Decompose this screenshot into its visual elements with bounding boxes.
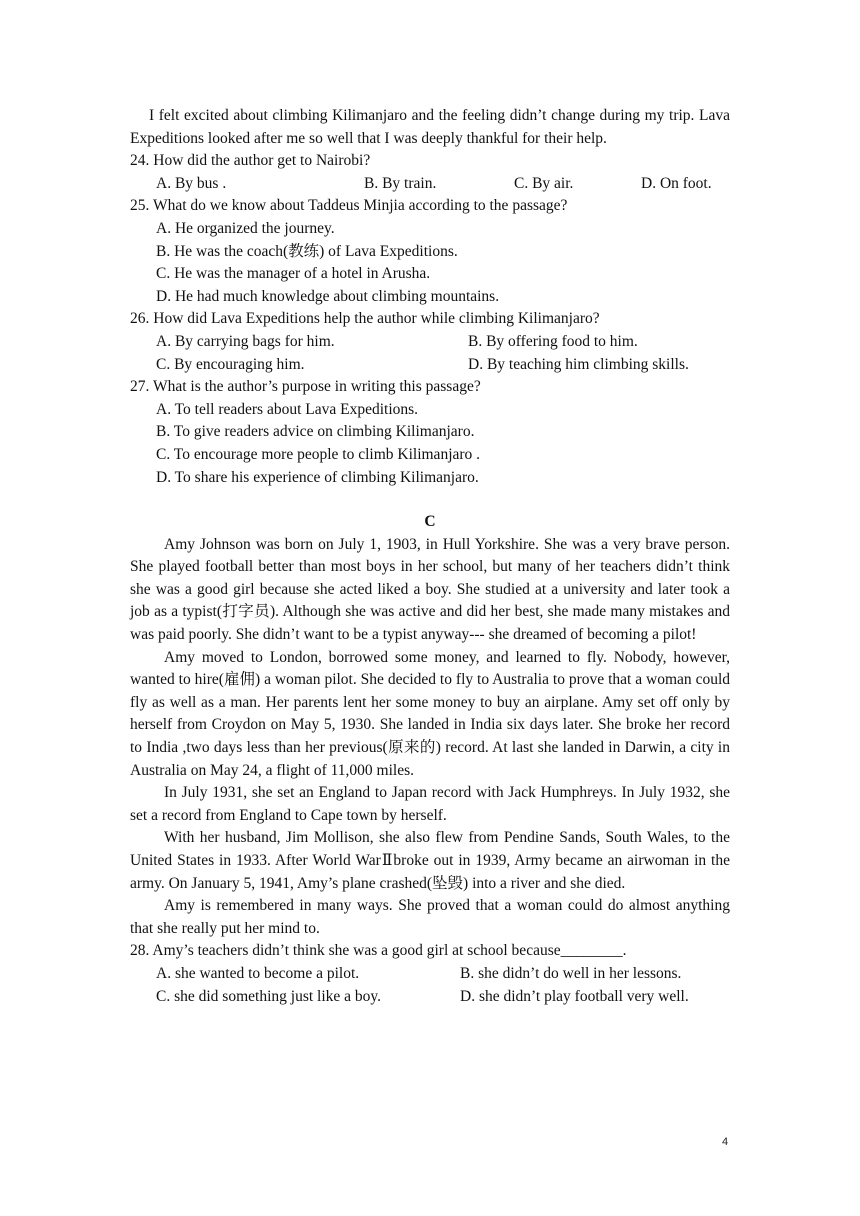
option-a: A. she wanted to become a pilot. — [156, 964, 360, 982]
option-b: B. To give readers advice on climbing Kilimanjaro. — [156, 423, 475, 441]
option-a: A. To tell readers about Lava Expeditions. — [156, 400, 419, 418]
option-c: C. By air. — [514, 174, 574, 192]
question-27 — [130, 376, 730, 489]
question-26 — [130, 308, 730, 376]
passage-paragraph: With her husband, Jim Mollison, she also flew from Pendine Sands, South Wales, to the United States in 1933. After World WarⅡbroke out in 1939, Army became an airwoman in the army. On January 5, 1941, Amy’s plane crashed(坠毁) into a river and she died. — [130, 829, 730, 892]
option-a: A. He organized the journey. — [156, 219, 335, 237]
option-b: B. He was the coach(教练) of Lava Expeditions. — [156, 242, 458, 260]
passage-paragraph: Amy Johnson was born on July 1, 1903, in Hull Yorkshire. She was a very brave person. She played football better than most boys in her school, but many of her teachers didn’t think she was a good girl because she acted liked a boy. She studied at a university and later took a job as a typist(打字员). Although she was active and did her best, she made many mistakes and was paid poorly. She didn’t want to be a typist anyway--- she dreamed of becoming a pilot! — [130, 535, 730, 644]
option-d: D. He had much knowledge about climbing mountains. — [156, 287, 500, 305]
passage-paragraph: Amy moved to London, borrowed some money, and learned to fly. Nobody, however, wanted to hire(雇佣) a woman pilot. She decided to fly to Australia to prove that a woman could fly as well as a man. Her parents lent her some money to buy an airplane. Amy set off only by herself from Croydon on May 5, 1930. She landed in India six days later. She broke her record to India ,two days less than her previous(原来的) record. At last she landed in Darwin, a city in Australia on May 24, a flight of 11,000 miles. — [130, 648, 730, 779]
option-c: C. He was the manager of a hotel in Arusha. — [156, 265, 431, 283]
options-row — [130, 331, 730, 354]
question-text: 24. How did the author get to Nairobi? — [130, 152, 371, 170]
option-b: B. By train. — [364, 174, 437, 192]
options-row — [130, 354, 730, 377]
option-b: B. By offering food to him. — [468, 332, 638, 350]
option-d: D. she didn’t play football very well. — [460, 987, 689, 1005]
page-number: 4 — [722, 1136, 729, 1148]
option-c: C. To encourage more people to climb Kilimanjaro . — [156, 445, 481, 463]
question-24 — [130, 150, 730, 195]
question-text: 26. How did Lava Expeditions help the author while climbing Kilimanjaro? — [130, 310, 600, 328]
option-d: D. On foot. — [641, 174, 712, 192]
option-c: C. she did something just like a boy. — [156, 987, 382, 1005]
options-row — [130, 986, 730, 1009]
intro-paragraph: I felt excited about climbing Kilimanjaro and the feeling didn’t change during my trip. Lava Expeditions looked after me so well that I was deeply thankful for their help. — [130, 107, 730, 147]
options-row — [130, 963, 730, 986]
option-a: A. By bus . — [156, 174, 227, 192]
option-c: C. By encouraging him. — [156, 355, 305, 373]
question-25 — [130, 195, 730, 308]
section-heading: C — [424, 513, 436, 531]
question-28 — [130, 940, 730, 1008]
content-column — [130, 105, 730, 1008]
passage-paragraph: In July 1931, she set an England to Japan record with Jack Humphreys. In July 1932, she set a record from England to Cape town by herself. — [130, 784, 730, 824]
question-text: 28. Amy’s teachers didn’t think she was a good girl at school because________. — [130, 942, 627, 960]
option-d: D. By teaching him climbing skills. — [468, 355, 689, 373]
question-text: 27. What is the author’s purpose in writing this passage? — [130, 378, 481, 396]
option-a: A. By carrying bags for him. — [156, 332, 335, 350]
passage-paragraph: Amy is remembered in many ways. She proved that a woman could do almost anything that she really put her mind to. — [130, 897, 730, 937]
option-b: B. she didn’t do well in her lessons. — [460, 964, 682, 982]
question-text: 25. What do we know about Taddeus Minjia according to the passage? — [130, 197, 568, 215]
options-row — [130, 173, 730, 196]
passage-c — [130, 534, 730, 941]
option-d: D. To share his experience of climbing Kilimanjaro. — [156, 468, 479, 486]
